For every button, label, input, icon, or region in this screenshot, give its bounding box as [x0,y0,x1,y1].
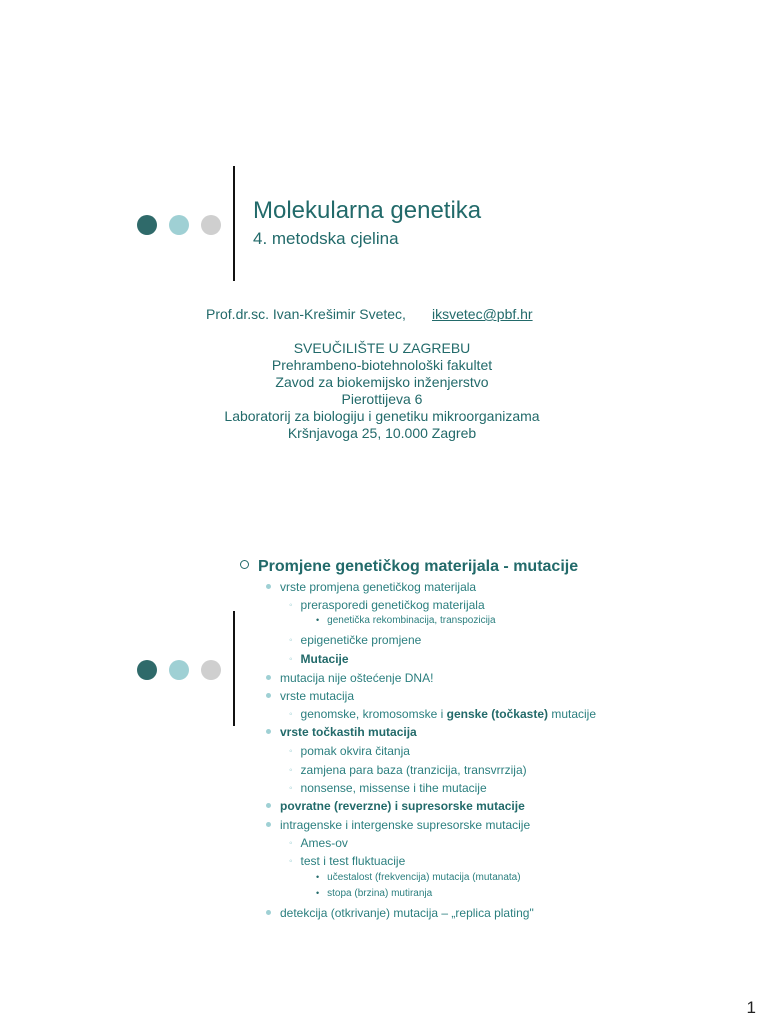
small-bullet-icon: • [316,888,320,898]
dot-bullet-icon [266,910,271,915]
circle-bullet-icon: ◦ [289,709,293,720]
list-item-level-2 [289,763,527,777]
dot-bullet-icon [266,822,271,827]
list-item-bold-text: Mutacije [300,652,349,666]
list-item-text: genetička rekombinacija, transpozicija [327,615,496,626]
circle-bullet-icon: ◦ [289,654,293,665]
list-item-level-1 [266,799,525,813]
slide-heading [240,558,578,576]
list-item-text: Ames-ov [300,836,348,850]
list-item-text: test i test fluktuacije [300,854,406,868]
list-item-level-2 [289,633,421,647]
list-item-text: genomske, kromosomske i [300,707,447,721]
list-item-text: zamjena para baza (tranzicija, transvrrzija) [300,763,527,777]
institution-line: Prehrambeno-biotehnološki fakultet [271,357,493,373]
circle-bullet-icon: ◦ [289,635,293,646]
slide-title: Molekularna genetika [253,197,482,224]
list-item-bold-text: vrste točkastih mutacija [280,725,417,739]
list-item-text: pomak okvira čitanja [300,744,410,758]
list-item-text: epigenetičke promjene [300,633,422,647]
institution-block [192,340,572,442]
list-item-bold-text: genske (točkaste) [446,707,548,721]
list-item-level-2 [289,652,349,666]
page-number: 1 [746,998,756,1017]
list-item-level-3 [316,888,432,899]
institution-line: Pierottijeva 6 [341,391,423,407]
slide-heading-text: Promjene genetičkog materijala - mutacije [258,558,579,575]
list-item-text: vrste mutacija [280,689,355,703]
author-line [206,306,533,322]
list-item-text: prerasporedi genetičkog materijala [300,598,485,612]
list-item-text: nonsense, missense i tihe mutacije [300,781,487,795]
list-item-text: intragenske i intergenske supresorske mutacije [280,818,531,832]
list-item-level-2 [289,854,405,868]
circle-bullet-icon: ◦ [289,600,293,611]
list-item-text: učestalost (frekvencija) mutacija (mutanata) [327,872,521,883]
author-name: Prof.dr.sc. Ivan-Krešimir Svetec, [206,306,406,322]
email-link[interactable]: iksvetec@pbf.hr [432,306,533,322]
list-item-level-2 [289,707,596,721]
institution-line: Zavod za biokemijsko inženjerstvo [275,374,489,390]
decor-dot-mid [169,215,189,235]
list-item-level-2 [289,598,485,612]
list-item-text-after: mutacije [547,707,597,721]
list-item-text: vrste promjena genetičkog materijala [280,580,477,594]
list-item-text: detekcija (otkrivanje) mutacija – „replica plating" [280,906,534,920]
list-item-level-2 [289,781,487,795]
institution-line: Kršnjavoga 25, 10.000 Zagreb [287,425,477,441]
list-item-level-1 [266,818,530,832]
list-item-level-2 [289,744,410,758]
circle-bullet-icon: ◦ [289,856,293,867]
decor-vertical-line [233,166,235,281]
list-item-level-2 [289,836,348,850]
list-item-level-3 [316,615,496,626]
decor-dot-light [201,660,221,680]
circle-bullet-icon: ◦ [289,746,293,757]
ring-bullet-icon [240,560,249,569]
small-bullet-icon: • [316,615,320,625]
circle-bullet-icon: ◦ [289,765,293,776]
circle-bullet-icon: ◦ [289,838,293,849]
list-item-text: stopa (brzina) mutiranja [327,888,433,899]
list-item-level-1 [266,580,476,594]
list-item-bold-text: povratne (reverzne) i supresorske mutacije [280,799,525,813]
dot-bullet-icon [266,584,271,589]
decor-dot-dark [137,660,157,680]
decor-vertical-line [233,611,235,726]
list-item-text: mutacija nije oštećenje DNA! [280,671,434,685]
institution-line: SVEUČILIŠTE U ZAGREBU [293,340,471,356]
slide-subtitle: 4. metodska cjelina [253,229,399,248]
list-item-level-3 [316,872,521,883]
dot-bullet-icon [266,729,271,734]
dot-bullet-icon [266,693,271,698]
small-bullet-icon: • [316,872,320,882]
list-item-level-1 [266,689,354,703]
dot-bullet-icon [266,803,271,808]
list-item-level-1 [266,725,417,739]
list-item-level-1 [266,671,433,685]
dot-bullet-icon [266,675,271,680]
decor-dot-light [201,215,221,235]
institution-line: Laboratorij za biologiju i genetiku mikroorganizama [224,408,540,424]
decor-dot-mid [169,660,189,680]
decor-dot-dark [137,215,157,235]
list-item-level-1 [266,906,534,920]
circle-bullet-icon: ◦ [289,783,293,794]
